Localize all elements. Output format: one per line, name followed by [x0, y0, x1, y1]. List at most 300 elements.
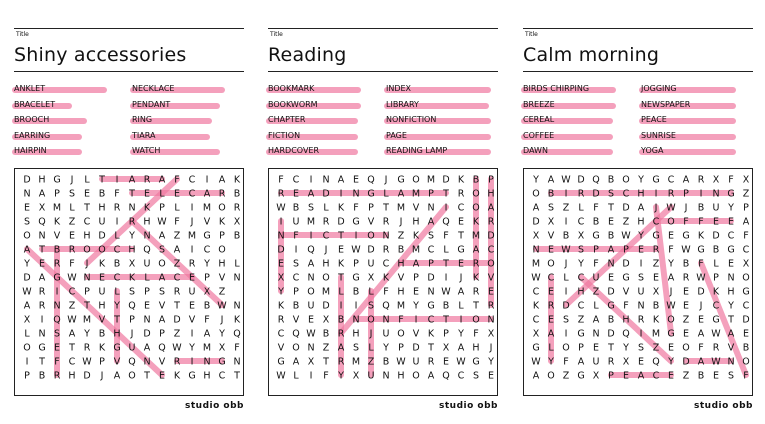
grid-letter[interactable]: L	[383, 188, 389, 200]
grid-letter[interactable]: V	[622, 286, 630, 298]
grid-letter[interactable]: J	[564, 258, 568, 270]
grid-letter[interactable]: O	[218, 202, 226, 214]
grid-letter[interactable]: L	[563, 272, 569, 284]
grid-letter[interactable]: H	[203, 370, 211, 382]
word-list-item[interactable]	[386, 100, 419, 110]
grid-letter[interactable]: B	[397, 244, 405, 256]
grid-letter[interactable]: W	[217, 300, 227, 312]
grid-letter[interactable]: A	[173, 244, 181, 256]
grid-letter[interactable]: G	[277, 356, 285, 368]
grid-letter[interactable]: U	[143, 258, 151, 270]
grid-letter[interactable]: O	[547, 370, 555, 382]
grid-letter[interactable]: F	[174, 216, 180, 228]
word-list-item[interactable]	[268, 146, 319, 156]
grid-letter[interactable]: P	[428, 188, 434, 200]
grid-letter[interactable]: W	[711, 356, 721, 368]
grid-letter[interactable]: M	[531, 258, 541, 270]
grid-letter[interactable]: R	[68, 244, 76, 256]
grid-letter[interactable]: R	[382, 244, 390, 256]
grid-letter[interactable]: T	[338, 272, 344, 284]
grid-letter[interactable]: A	[427, 216, 435, 228]
grid-letter[interactable]: H	[83, 230, 91, 242]
grid-letter[interactable]: P	[144, 286, 150, 298]
grid-letter[interactable]: V	[412, 202, 420, 214]
grid-letter[interactable]: B	[53, 244, 61, 256]
grid-letter[interactable]: E	[188, 300, 196, 312]
grid-letter[interactable]: E	[158, 370, 166, 382]
grid-letter[interactable]: L	[443, 244, 449, 256]
grid-letter[interactable]: Y	[578, 258, 584, 270]
grid-letter[interactable]: E	[442, 356, 450, 368]
grid-letter[interactable]: G	[38, 342, 46, 354]
grid-letter[interactable]: Z	[173, 328, 181, 340]
grid-letter[interactable]: X	[23, 314, 31, 326]
grid-letter[interactable]: A	[38, 188, 46, 200]
grid-letter[interactable]: P	[353, 258, 359, 270]
grid-letter[interactable]: B	[607, 314, 615, 326]
grid-letter[interactable]: B	[697, 370, 705, 382]
grid-letter[interactable]: M	[651, 328, 661, 340]
grid-letter[interactable]: P	[623, 244, 629, 256]
grid-letter[interactable]: I	[339, 300, 343, 312]
grid-letter[interactable]: L	[338, 286, 344, 298]
grid-letter[interactable]: H	[397, 370, 405, 382]
grid-letter[interactable]: U	[592, 356, 600, 368]
grid-letter[interactable]: N	[712, 188, 720, 200]
grid-letter[interactable]: Y	[458, 328, 464, 340]
grid-letter[interactable]: Z	[397, 230, 405, 242]
grid-letter[interactable]: C	[577, 272, 585, 284]
word-list-item[interactable]	[523, 131, 554, 141]
grid-letter[interactable]: N	[233, 356, 241, 368]
grid-letter[interactable]: N	[53, 300, 61, 312]
grid-letter[interactable]: S	[607, 188, 615, 200]
grid-letter[interactable]: R	[113, 202, 121, 214]
grid-letter[interactable]: B	[352, 286, 360, 298]
grid-letter[interactable]: Q	[143, 244, 151, 256]
grid-letter[interactable]: P	[443, 328, 449, 340]
word-list-item[interactable]	[641, 131, 676, 141]
grid-letter[interactable]: B	[442, 300, 450, 312]
grid-letter[interactable]: E	[23, 202, 31, 214]
grid-letter[interactable]: C	[622, 188, 630, 200]
grid-letter[interactable]: G	[607, 300, 615, 312]
grid-letter[interactable]: F	[668, 244, 674, 256]
grid-letter[interactable]: Y	[24, 258, 30, 270]
grid-letter[interactable]: L	[293, 370, 299, 382]
grid-letter[interactable]: Y	[338, 370, 344, 382]
grid-letter[interactable]: K	[382, 272, 390, 284]
grid-letter[interactable]: K	[427, 328, 435, 340]
grid-letter[interactable]: D	[23, 174, 31, 186]
grid-letter[interactable]: D	[412, 342, 420, 354]
grid-letter[interactable]: J	[384, 174, 388, 186]
grid-letter[interactable]: N	[307, 272, 315, 284]
grid-letter[interactable]: K	[98, 258, 106, 270]
grid-letter[interactable]: Z	[742, 188, 750, 200]
grid-letter[interactable]: V	[367, 216, 375, 228]
grid-letter[interactable]: I	[190, 202, 194, 214]
grid-letter[interactable]: E	[337, 244, 345, 256]
grid-letter[interactable]: E	[667, 342, 675, 354]
grid-letter[interactable]: A	[472, 244, 480, 256]
grid-letter[interactable]: B	[38, 370, 46, 382]
grid-letter[interactable]: B	[322, 328, 330, 340]
grid-letter[interactable]: C	[532, 286, 540, 298]
grid-letter[interactable]: C	[113, 244, 121, 256]
grid-letter[interactable]: E	[547, 286, 555, 298]
grid-letter[interactable]: E	[742, 328, 750, 340]
grid-letter[interactable]: D	[712, 230, 720, 242]
grid-letter[interactable]: C	[727, 230, 735, 242]
grid-letter[interactable]: Q	[367, 174, 375, 186]
grid-letter[interactable]: U	[367, 258, 375, 270]
grid-letter[interactable]: N	[382, 314, 390, 326]
grid-letter[interactable]: N	[143, 356, 151, 368]
grid-letter[interactable]: Q	[622, 328, 630, 340]
grid-letter[interactable]: E	[682, 328, 690, 340]
grid-letter[interactable]: Z	[682, 314, 690, 326]
grid-letter[interactable]: U	[712, 202, 720, 214]
grid-letter[interactable]: R	[472, 286, 480, 298]
grid-letter[interactable]: W	[681, 244, 691, 256]
grid-letter[interactable]: S	[562, 314, 570, 326]
grid-letter[interactable]: V	[218, 272, 226, 284]
grid-letter[interactable]: F	[683, 216, 689, 228]
grid-letter[interactable]: E	[457, 258, 465, 270]
grid-letter[interactable]: S	[23, 216, 31, 228]
grid-letter[interactable]: H	[143, 216, 151, 228]
grid-letter[interactable]: I	[444, 202, 448, 214]
grid-letter[interactable]: Y	[623, 342, 629, 354]
grid-letter[interactable]: A	[457, 342, 465, 354]
grid-letter[interactable]: N	[427, 202, 435, 214]
grid-letter[interactable]: F	[114, 188, 120, 200]
word-list-item[interactable]	[132, 84, 174, 94]
grid-letter[interactable]: R	[173, 286, 181, 298]
grid-letter[interactable]: O	[83, 244, 91, 256]
grid-letter[interactable]: A	[727, 328, 735, 340]
grid-letter[interactable]: A	[607, 244, 615, 256]
grid-letter[interactable]: I	[699, 188, 703, 200]
grid-letter[interactable]: Z	[652, 342, 660, 354]
grid-letter[interactable]: D	[143, 328, 151, 340]
grid-letter[interactable]: B	[742, 342, 750, 354]
grid-letter[interactable]: B	[607, 174, 615, 186]
grid-letter[interactable]: K	[712, 286, 720, 298]
grid-letter[interactable]: R	[38, 286, 46, 298]
word-list-item[interactable]	[132, 146, 160, 156]
grid-letter[interactable]: O	[23, 230, 31, 242]
grid-letter[interactable]: Y	[728, 202, 734, 214]
grid-letter[interactable]: C	[457, 370, 465, 382]
grid-letter[interactable]: B	[697, 202, 705, 214]
grid-letter[interactable]: N	[427, 286, 435, 298]
grid-letter[interactable]: N	[38, 230, 46, 242]
grid-letter[interactable]: B	[712, 244, 720, 256]
grid-letter[interactable]: W	[456, 356, 466, 368]
grid-letter[interactable]: H	[577, 286, 585, 298]
grid-letter[interactable]: F	[728, 174, 734, 186]
grid-letter[interactable]: T	[443, 314, 449, 326]
grid-letter[interactable]: W	[621, 230, 631, 242]
grid-letter[interactable]: Q	[442, 216, 450, 228]
grid-letter[interactable]: N	[487, 314, 495, 326]
grid-letter[interactable]: I	[279, 216, 283, 228]
grid-letter[interactable]: F	[353, 202, 359, 214]
grid-letter[interactable]: C	[712, 300, 720, 312]
grid-letter[interactable]: Y	[638, 230, 644, 242]
grid-letter[interactable]: J	[100, 370, 104, 382]
grid-letter[interactable]: Y	[114, 300, 120, 312]
grid-letter[interactable]: Y	[488, 356, 494, 368]
grid-letter[interactable]: R	[457, 188, 465, 200]
grid-letter[interactable]: T	[443, 258, 449, 270]
grid-letter[interactable]: A	[143, 342, 151, 354]
grid-letter[interactable]: I	[654, 188, 658, 200]
grid-letter[interactable]: D	[577, 174, 585, 186]
grid-letter[interactable]: D	[427, 272, 435, 284]
grid-letter[interactable]: L	[24, 328, 30, 340]
grid-letter[interactable]: E	[697, 314, 705, 326]
grid-letter[interactable]: C	[382, 258, 390, 270]
grid-letter[interactable]: A	[547, 328, 555, 340]
grid-letter[interactable]: C	[457, 202, 465, 214]
grid-letter[interactable]: H	[637, 188, 645, 200]
grid-letter[interactable]: G	[352, 216, 360, 228]
grid-letter[interactable]: S	[128, 286, 136, 298]
grid-letter[interactable]: A	[68, 328, 76, 340]
grid-letter[interactable]: B	[337, 314, 345, 326]
grid-letter[interactable]: V	[292, 314, 300, 326]
grid-letter[interactable]: C	[322, 230, 330, 242]
grid-letter[interactable]: K	[98, 342, 106, 354]
grid-letter[interactable]: D	[23, 272, 31, 284]
grid-letter[interactable]: J	[369, 328, 373, 340]
grid-letter[interactable]: F	[69, 258, 75, 270]
grid-letter[interactable]: F	[698, 216, 704, 228]
grid-letter[interactable]: A	[682, 174, 690, 186]
grid-letter[interactable]: Z	[562, 370, 570, 382]
grid-letter[interactable]: P	[578, 342, 584, 354]
grid-letter[interactable]: A	[637, 202, 645, 214]
grid-letter[interactable]: F	[698, 258, 704, 270]
grid-letter[interactable]: W	[666, 300, 676, 312]
grid-letter[interactable]: M	[411, 188, 421, 200]
grid-letter[interactable]: N	[38, 328, 46, 340]
grid-letter[interactable]: A	[218, 174, 226, 186]
grid-letter[interactable]: H	[727, 286, 735, 298]
grid-letter[interactable]: Q	[233, 328, 241, 340]
grid-letter[interactable]: N	[352, 314, 360, 326]
grid-letter[interactable]: D	[697, 286, 705, 298]
grid-letter[interactable]: O	[487, 258, 495, 270]
grid-letter[interactable]: L	[593, 300, 599, 312]
grid-letter[interactable]: C	[203, 244, 211, 256]
grid-letter[interactable]: P	[24, 370, 30, 382]
grid-letter[interactable]: S	[307, 202, 315, 214]
grid-letter[interactable]: O	[23, 342, 31, 354]
grid-letter[interactable]: L	[174, 202, 180, 214]
grid-letter[interactable]: T	[69, 342, 75, 354]
grid-letter[interactable]: F	[54, 356, 60, 368]
grid-letter[interactable]: J	[399, 216, 403, 228]
grid-letter[interactable]: X	[592, 370, 600, 382]
grid-letter[interactable]: A	[23, 300, 31, 312]
grid-letter[interactable]: Z	[173, 230, 181, 242]
grid-letter[interactable]: N	[637, 300, 645, 312]
grid-letter[interactable]: W	[22, 286, 32, 298]
grid-letter[interactable]: E	[457, 216, 465, 228]
grid-letter[interactable]: N	[83, 272, 91, 284]
grid-letter[interactable]: D	[442, 174, 450, 186]
grid-letter[interactable]: N	[277, 230, 285, 242]
grid-letter[interactable]: V	[53, 230, 61, 242]
grid-letter[interactable]: R	[337, 356, 345, 368]
grid-letter[interactable]: E	[607, 216, 615, 228]
grid-letter[interactable]: W	[666, 202, 676, 214]
grid-letter[interactable]: C	[577, 300, 585, 312]
grid-letter[interactable]: A	[697, 328, 705, 340]
grid-letter[interactable]: L	[69, 202, 75, 214]
grid-letter[interactable]: N	[307, 342, 315, 354]
grid-letter[interactable]: L	[234, 258, 240, 270]
grid-letter[interactable]: N	[322, 174, 330, 186]
grid-letter[interactable]: I	[205, 174, 209, 186]
grid-letter[interactable]: C	[667, 174, 675, 186]
grid-letter[interactable]: O	[472, 202, 480, 214]
grid-letter[interactable]: H	[352, 328, 360, 340]
grid-letter[interactable]: M	[471, 230, 481, 242]
grid-letter[interactable]: I	[309, 370, 313, 382]
grid-letter[interactable]: W	[172, 342, 182, 354]
grid-letter[interactable]: D	[277, 244, 285, 256]
grid-letter[interactable]: T	[428, 342, 434, 354]
grid-letter[interactable]: O	[397, 328, 405, 340]
grid-letter[interactable]: A	[397, 188, 405, 200]
grid-letter[interactable]: T	[39, 356, 45, 368]
grid-letter[interactable]: D	[367, 244, 375, 256]
word-list-item[interactable]	[268, 100, 318, 110]
grid-letter[interactable]: X	[307, 356, 315, 368]
grid-letter[interactable]: O	[667, 314, 675, 326]
grid-letter[interactable]: B	[652, 300, 660, 312]
grid-letter[interactable]: Y	[728, 300, 734, 312]
word-list-item[interactable]	[14, 84, 45, 94]
grid-letter[interactable]: C	[742, 300, 750, 312]
grid-letter[interactable]: T	[608, 202, 614, 214]
grid-letter[interactable]: A	[158, 272, 166, 284]
grid-letter[interactable]: W	[82, 356, 92, 368]
grid-letter[interactable]: O	[218, 244, 226, 256]
grid-letter[interactable]: E	[652, 272, 660, 284]
grid-letter[interactable]: E	[667, 230, 675, 242]
grid-letter[interactable]: L	[114, 230, 120, 242]
grid-letter[interactable]: R	[427, 356, 435, 368]
grid-letter[interactable]: Y	[84, 328, 90, 340]
grid-letter[interactable]: L	[368, 342, 374, 354]
word-list-item[interactable]	[523, 146, 548, 156]
grid-letter[interactable]: C	[173, 272, 181, 284]
grid-letter[interactable]: H	[397, 258, 405, 270]
grid-letter[interactable]: C	[742, 244, 750, 256]
grid-letter[interactable]: A	[577, 356, 585, 368]
grid-letter[interactable]: M	[426, 174, 436, 186]
grid-letter[interactable]: K	[412, 230, 420, 242]
grid-letter[interactable]: R	[173, 356, 181, 368]
grid-letter[interactable]: D	[173, 314, 181, 326]
grid-letter[interactable]: G	[457, 244, 465, 256]
grid-letter[interactable]: C	[188, 188, 196, 200]
grid-letter[interactable]: S	[547, 202, 555, 214]
grid-letter[interactable]: W	[276, 202, 286, 214]
grid-letter[interactable]: R	[83, 342, 91, 354]
grid-letter[interactable]: P	[159, 328, 165, 340]
grid-letter[interactable]: G	[742, 286, 750, 298]
word-list-item[interactable]	[523, 84, 589, 94]
grid-letter[interactable]: Q	[128, 300, 136, 312]
grid-letter[interactable]: N	[592, 328, 600, 340]
grid-letter[interactable]: D	[562, 300, 570, 312]
grid-letter[interactable]: W	[157, 216, 167, 228]
grid-letter[interactable]: N	[233, 300, 241, 312]
grid-letter[interactable]: W	[306, 328, 316, 340]
grid-letter[interactable]: N	[233, 272, 241, 284]
grid-letter[interactable]: G	[532, 342, 540, 354]
grid-letter[interactable]: K	[173, 370, 181, 382]
grid-letter[interactable]: L	[578, 202, 584, 214]
word-list-item[interactable]	[523, 100, 555, 110]
word-list-item[interactable]	[268, 131, 300, 141]
grid-letter[interactable]: G	[667, 328, 675, 340]
word-list-item[interactable]	[386, 84, 411, 94]
grid-letter[interactable]: A	[203, 328, 211, 340]
grid-letter[interactable]: E	[98, 272, 106, 284]
grid-letter[interactable]: R	[547, 300, 555, 312]
grid-letter[interactable]: V	[412, 328, 420, 340]
grid-letter[interactable]: H	[622, 314, 630, 326]
grid-letter[interactable]: R	[322, 216, 330, 228]
grid-letter[interactable]: K	[652, 314, 660, 326]
grid-letter[interactable]: D	[98, 230, 106, 242]
grid-letter[interactable]: C	[292, 174, 300, 186]
grid-letter[interactable]: N	[607, 258, 615, 270]
grid-letter[interactable]: T	[129, 188, 135, 200]
grid-letter[interactable]: X	[652, 286, 660, 298]
word-list-item[interactable]	[641, 84, 677, 94]
grid-letter[interactable]: U	[128, 342, 136, 354]
grid-letter[interactable]: G	[727, 188, 735, 200]
grid-letter[interactable]: V	[158, 356, 166, 368]
grid-letter[interactable]: U	[637, 286, 645, 298]
grid-letter[interactable]: M	[52, 202, 62, 214]
grid-letter[interactable]: Q	[592, 174, 600, 186]
grid-letter[interactable]: R	[277, 314, 285, 326]
grid-letter[interactable]: K	[337, 258, 345, 270]
grid-letter[interactable]: Y	[668, 356, 674, 368]
grid-letter[interactable]: T	[144, 370, 150, 382]
grid-letter[interactable]: W	[441, 286, 451, 298]
grid-letter[interactable]: G	[53, 272, 61, 284]
grid-letter[interactable]: O	[158, 258, 166, 270]
grid-letter[interactable]: F	[563, 356, 569, 368]
grid-letter[interactable]: X	[203, 286, 211, 298]
grid-letter[interactable]: D	[592, 188, 600, 200]
grid-letter[interactable]: D	[622, 202, 630, 214]
grid-letter[interactable]: U	[382, 328, 390, 340]
grid-letter[interactable]: F	[204, 314, 210, 326]
grid-letter[interactable]: N	[727, 356, 735, 368]
